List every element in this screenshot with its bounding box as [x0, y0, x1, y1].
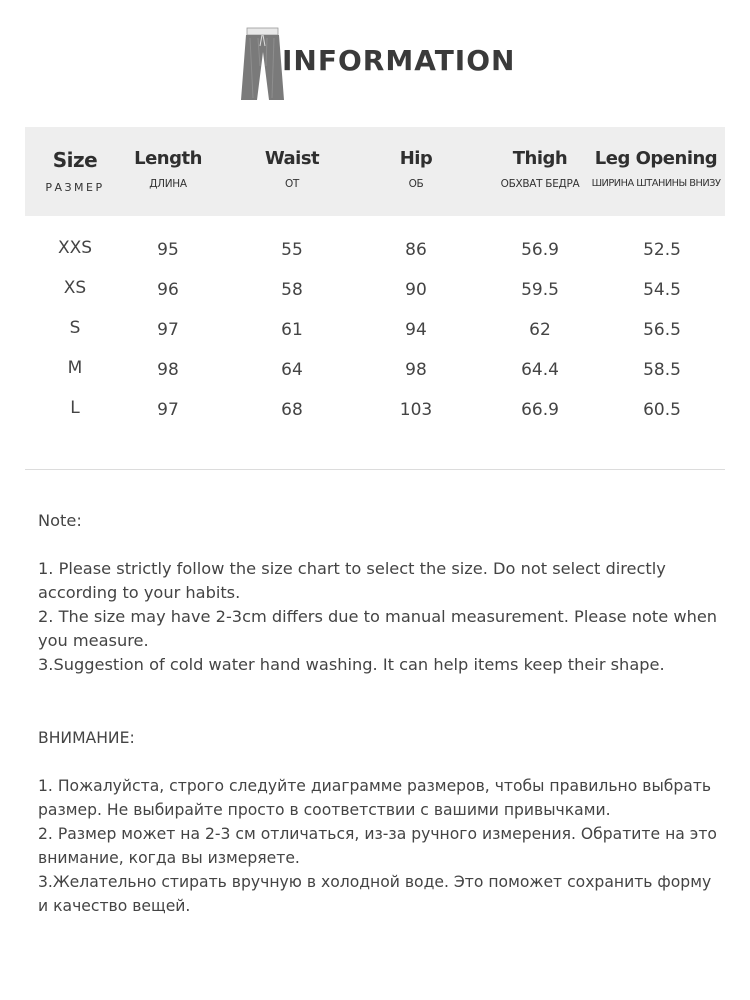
table-cell: 58.5 — [643, 360, 681, 380]
table-cell: 97 — [157, 320, 179, 340]
table-cell: 64.4 — [521, 360, 559, 380]
table-cell: 54.5 — [643, 280, 681, 300]
table-cell: 103 — [399, 400, 433, 420]
table-row — [25, 240, 725, 280]
column-header-sublabel: ОБ — [408, 178, 424, 190]
column-header-sublabel: РАЗМЕР — [45, 181, 105, 194]
table-cell: 98 — [157, 360, 179, 380]
column-header-sublabel: ДЛИНА — [149, 178, 187, 190]
note-item: 2. The size may have 2-3cm differs due to manual measurement. Please note when you measure. — [38, 607, 718, 650]
table-cell: 94 — [405, 320, 427, 340]
table-cell: 58 — [281, 280, 303, 300]
column-header-waist — [237, 127, 347, 190]
table-cell: 66.9 — [521, 400, 559, 420]
column-header-sublabel: ОТ — [284, 178, 300, 190]
size-table-body — [25, 240, 725, 440]
table-row — [25, 400, 725, 440]
table-cell: 64 — [281, 360, 303, 380]
notes-russian — [38, 726, 718, 918]
table-cell: S — [69, 318, 81, 338]
table-cell: 59.5 — [521, 280, 559, 300]
trousers-icon — [238, 26, 288, 102]
column-header-label: Size — [52, 148, 98, 172]
table-row — [25, 360, 725, 400]
table-cell: 68 — [281, 400, 303, 420]
table-cell: 96 — [157, 280, 179, 300]
column-header-sublabel: ШИРИНА ШТАНИНЫ ВНИЗУ — [591, 178, 721, 189]
note-item: 1. Please strictly follow the size chart to select the size. Do not select directly according to your habits. — [38, 559, 666, 602]
table-cell: 95 — [157, 240, 179, 260]
notes-heading: ВНИМАНИЕ: — [38, 729, 135, 747]
table-cell: 56.9 — [521, 240, 559, 260]
table-cell: 62 — [529, 320, 551, 340]
table-cell: 61 — [281, 320, 303, 340]
table-cell: 60.5 — [643, 400, 681, 420]
note-item: 2. Размер может на 2-3 см отличаться, из-за ручного измерения. Обратите на это внимание, когда вы измеряете. — [38, 825, 717, 867]
column-header-label: Hip — [399, 148, 433, 169]
table-cell: 55 — [281, 240, 303, 260]
column-header-thigh — [485, 127, 595, 190]
table-cell: 52.5 — [643, 240, 681, 260]
title-section — [0, 0, 750, 110]
note-item: 1. Пожалуйста, строго следуйте диаграмме размеров, чтобы правильно выбрать размер. Не выбирайте просто в соответствии с вашими привычками. — [38, 777, 712, 819]
note-item: 3.Suggestion of cold water hand washing. It can help items keep their shape. — [38, 655, 665, 674]
table-cell: L — [70, 398, 80, 418]
column-header-label: Waist — [264, 148, 320, 169]
table-cell: XS — [63, 278, 87, 298]
notes-english — [38, 509, 718, 677]
table-cell: 98 — [405, 360, 427, 380]
column-header-sublabel: ОБХВАТ БЕДРА — [500, 178, 580, 190]
table-row — [25, 320, 725, 360]
page-title: INFORMATION — [282, 44, 516, 77]
size-table-header — [25, 127, 725, 216]
table-cell: M — [67, 358, 83, 378]
column-header-label: Length — [134, 148, 202, 169]
table-cell: 86 — [405, 240, 427, 260]
table-row — [25, 280, 725, 320]
column-header-hip — [361, 127, 471, 190]
column-header-label: Thigh — [512, 148, 568, 169]
section-divider — [25, 469, 725, 470]
table-cell: XXS — [57, 238, 93, 258]
table-cell: 56.5 — [643, 320, 681, 340]
column-header-label: Leg Opening — [594, 148, 718, 169]
notes-heading: Note: — [38, 511, 82, 530]
table-cell: 90 — [405, 280, 427, 300]
column-header-leg-opening — [587, 127, 725, 189]
note-item: 3.Желательно стирать вручную в холодной воде. Это поможет сохранить форму и качество вещей. — [38, 873, 712, 915]
table-cell: 97 — [157, 400, 179, 420]
column-header-size — [25, 127, 125, 194]
column-header-length — [113, 127, 223, 190]
